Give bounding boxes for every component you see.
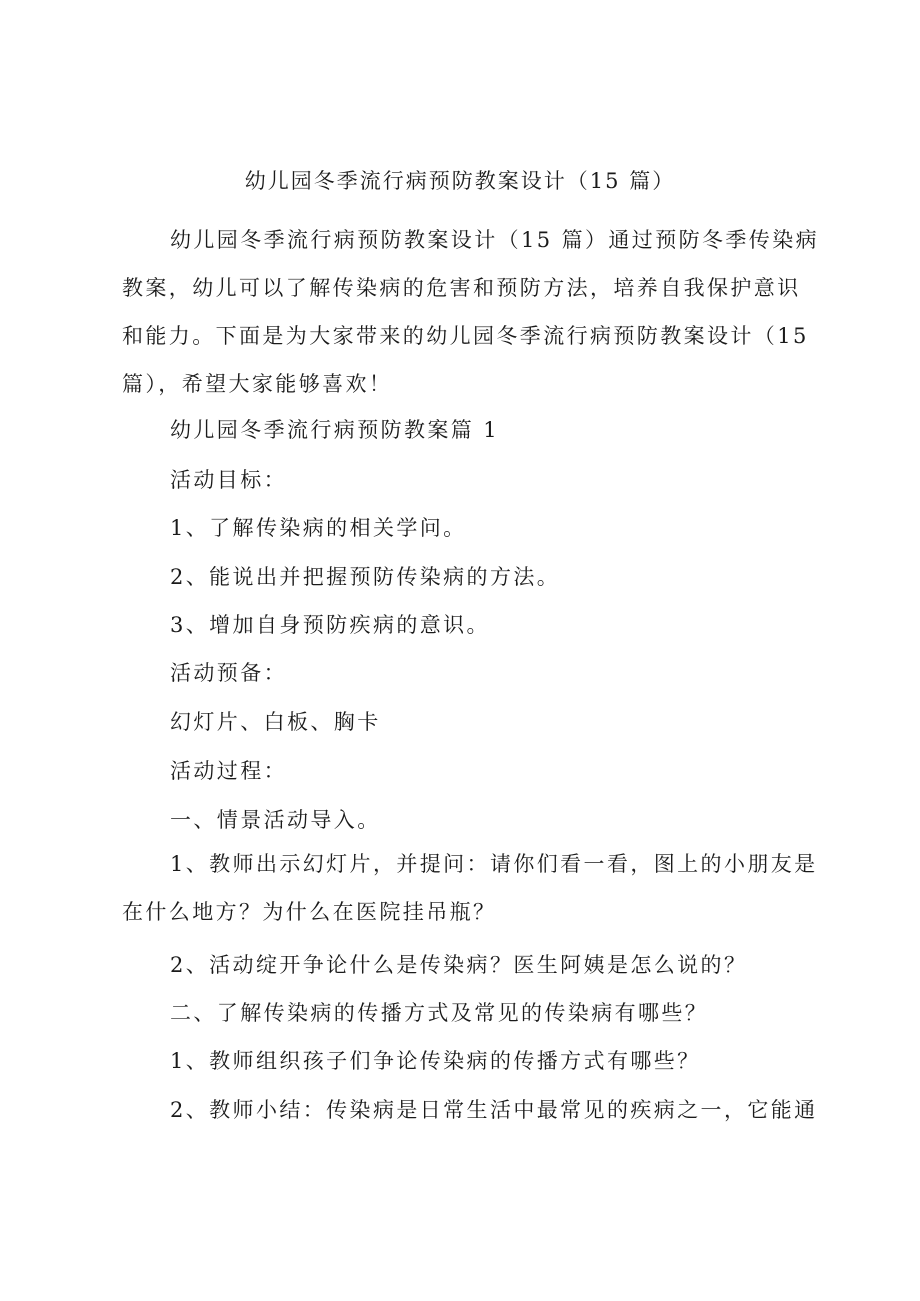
process-heading: 活动过程： [170, 759, 287, 783]
goal-item-1: 1、了解传染病的相关学问。 [170, 516, 467, 540]
goal-item-2: 2、能说出并把握预防传染病的方法。 [170, 565, 561, 589]
prep-heading: 活动预备： [170, 661, 287, 685]
goal-item-3: 3、增加自身预防疾病的意识。 [170, 613, 490, 637]
intro-paragraph: 幼儿园冬季流行病预防教案设计（15 篇）通过预防冬季传染病教案，幼儿可以了解传染病的危害和预防方法，培养自我保护意识和能力。下面是为大家带来的幼儿园冬季流行病预防教案设计（15 篇），希望大家能够喜欢！ [122, 228, 819, 396]
step-one-heading: 一、情景活动导入。 [170, 808, 381, 832]
step-one-item-2: 2、活动绽开争论什么是传染病？医生阿姨是怎么说的？ [170, 953, 748, 977]
step-two-item-2: 2、教师小结：传染病是日常生活中最常见的疾病之一，它能通 [170, 1098, 818, 1122]
section-title: 幼儿园冬季流行病预防教案篇 1 [170, 418, 500, 442]
step-two-heading: 二、了解传染病的传播方式及常见的传染病有哪些？ [170, 1001, 709, 1025]
step-two-item-1: 1、教师组织孩子们争论传染病的传播方式有哪些？ [170, 1049, 701, 1073]
step-one-item-1: 1、教师出示幻灯片，并提问：请你们看一看，图上的小朋友是在什么地方？为什么在医院挂吊瓶？ [122, 852, 818, 924]
goals-heading: 活动目标： [170, 468, 287, 492]
prep-items: 幻灯片、白板、胸卡 [170, 710, 381, 734]
document-title: 幼儿园冬季流行病预防教案设计（15 篇） [244, 169, 676, 193]
